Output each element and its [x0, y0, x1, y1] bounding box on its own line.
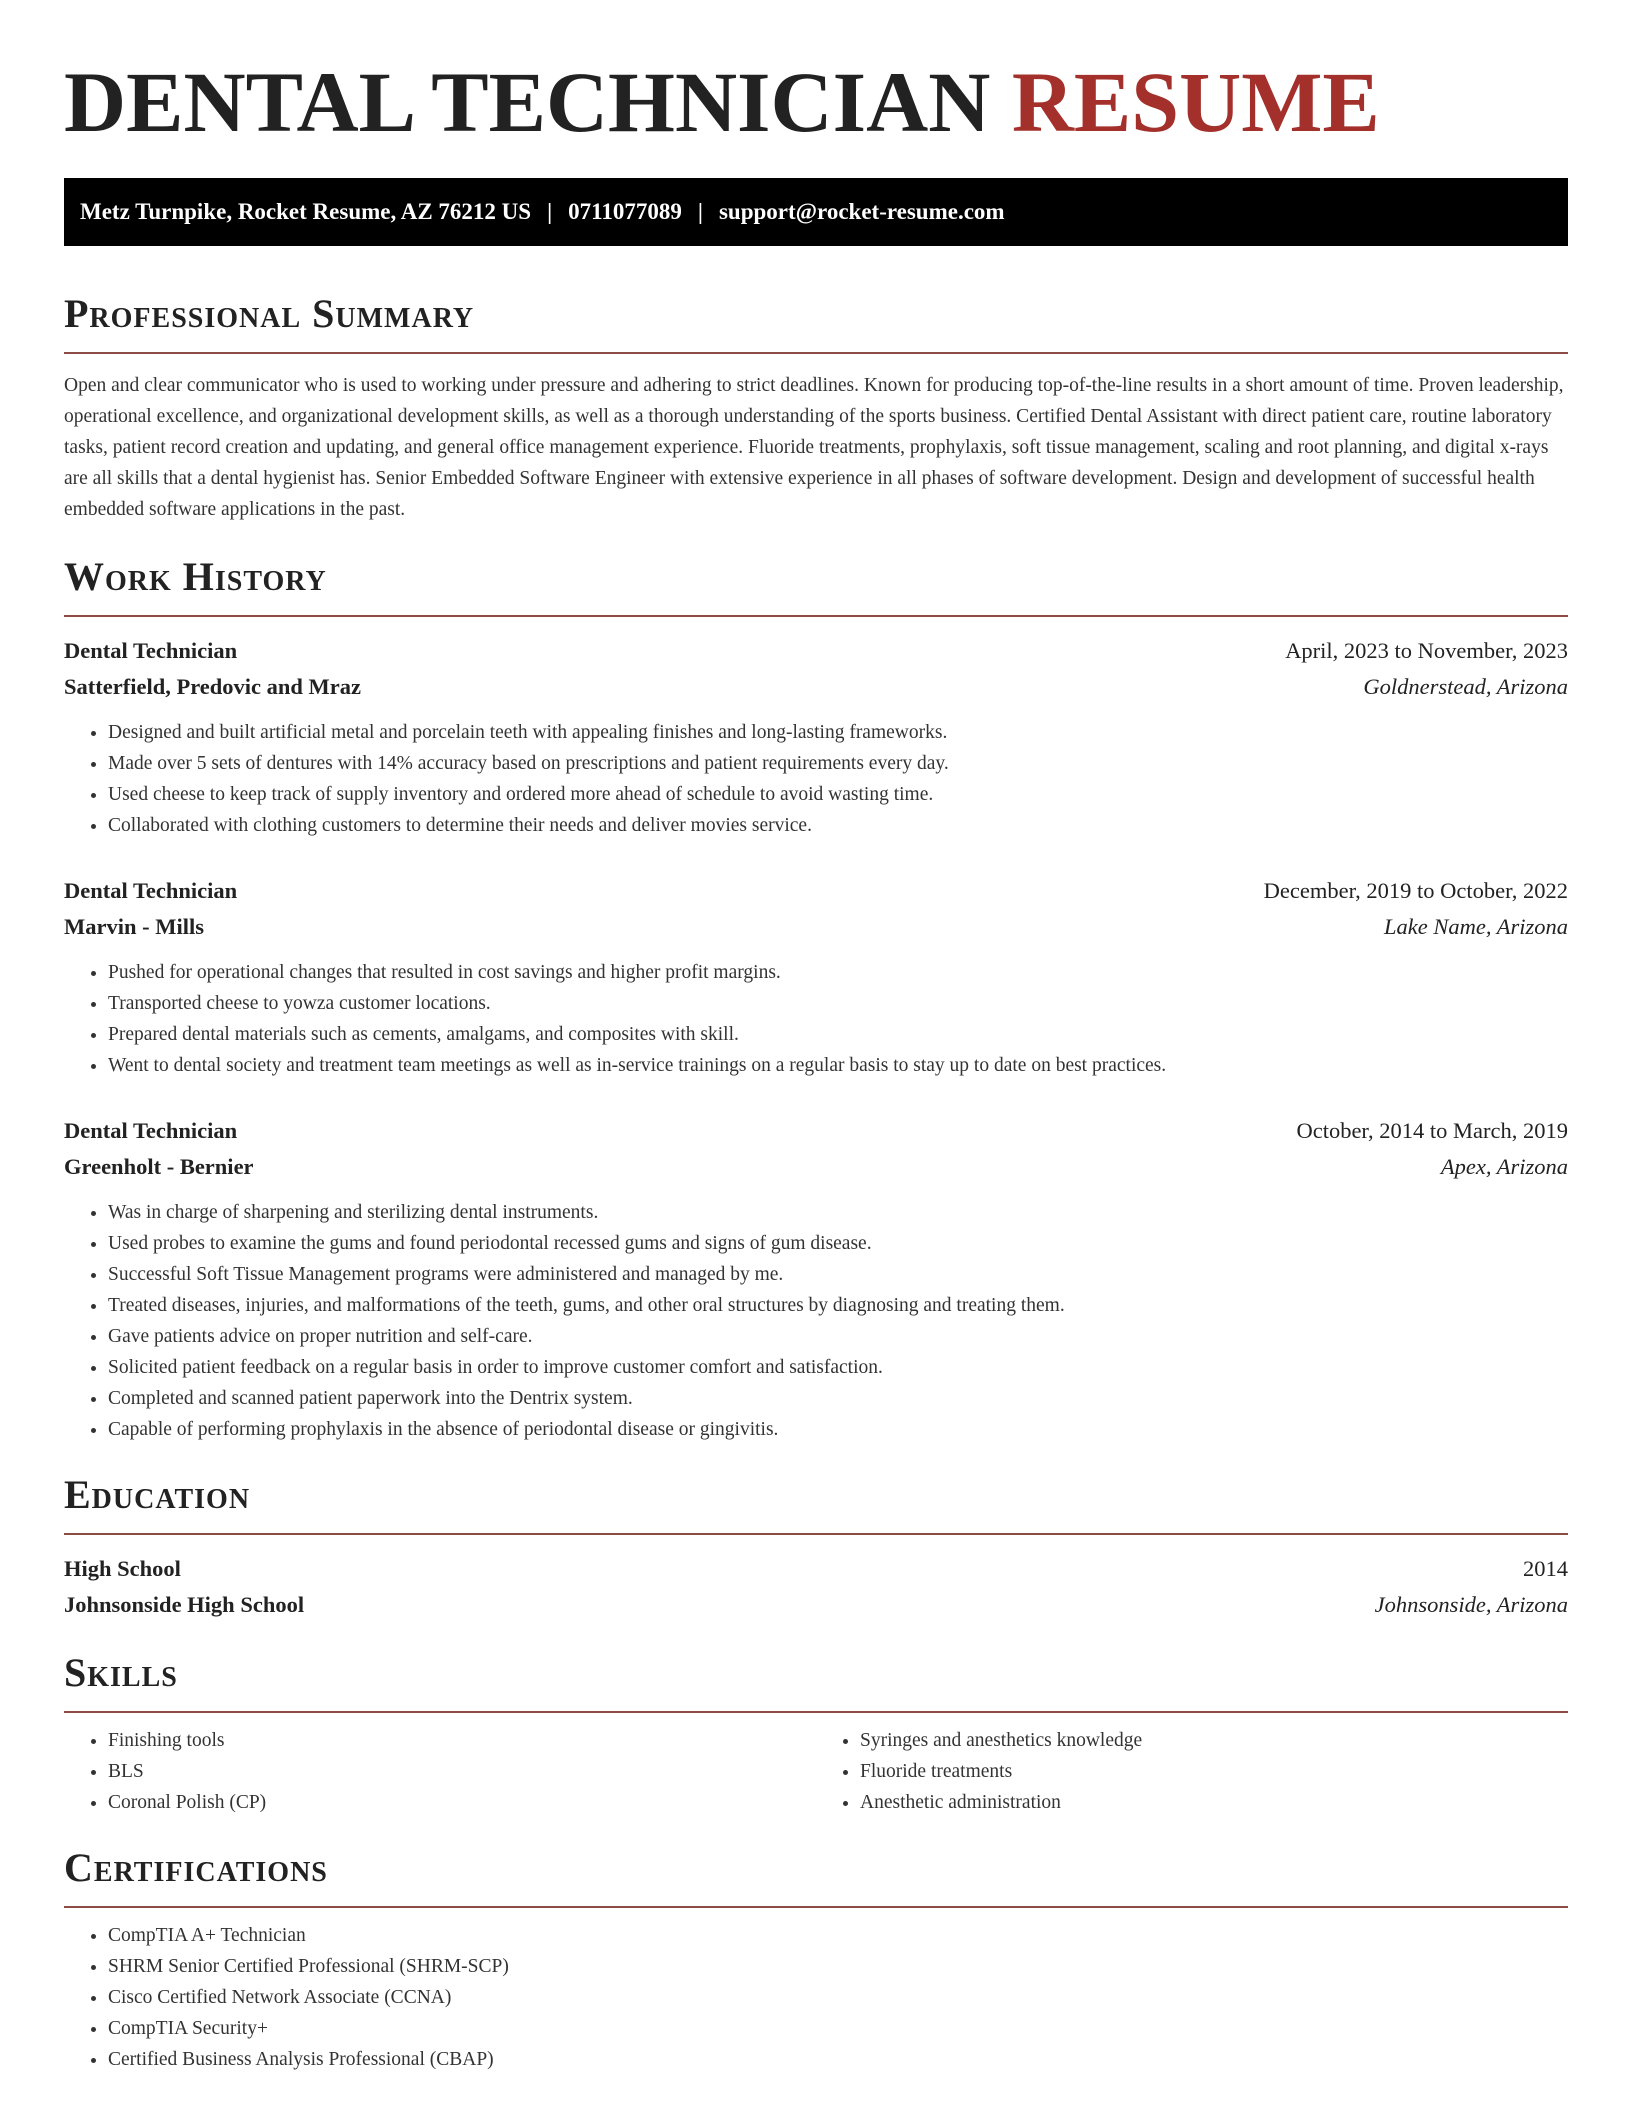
- summary-text: Open and clear communicator who is used to working under pressure and adhering to strict deadlines. Known for producing top-of-the-line results in a short amount of time. Proven leadership, operational excellence, and organizational development skills, as well as a thorough understanding of the sports business. Certified Dental Assistant with direct patient care, routine laboratory tasks, patient record creation and updating, and general office management experience. Fluoride treatments, prophylaxis, soft tissue management, scaling and root planning, and digital x-rays are all skills that a dental hygienist has. Senior Embedded Software Engineer with extensive experience in all phases of software development. Design and development of successful health embedded software applications in the past.: [64, 375, 1564, 520]
- certifications-section: [64, 1844, 1568, 2075]
- section-divider: [64, 1533, 1568, 1535]
- job-bullet: • Completed and scanned patient paperwork into the Dentrix system.: [108, 1383, 1568, 1414]
- skills-section: [64, 1649, 1568, 1818]
- skills-column-left: [64, 1725, 816, 1818]
- skill-item: • BLS: [108, 1756, 816, 1787]
- certification-item: • Certified Business Analysis Professional (CBAP): [108, 2044, 1568, 2075]
- job-bullet: • Capable of performing prophylaxis in the absence of periodontal disease or gingivitis.: [108, 1414, 1568, 1445]
- job-bullet: • Treated diseases, injuries, and malformations of the teeth, gums, and other oral structures by diagnosing and treating them.: [108, 1290, 1568, 1321]
- job-location: Goldnerstead, Arizona: [1363, 674, 1568, 699]
- education-school: Johnsonside High School: [64, 1592, 305, 1617]
- job-title: Dental Technician: [64, 878, 238, 903]
- certification-item: • SHRM Senior Certified Professional (SHRM-SCP): [108, 1951, 1568, 1982]
- summary-section: [64, 290, 1568, 525]
- job-bullet: • Collaborated with clothing customers to determine their needs and deliver movies service.: [108, 810, 1568, 841]
- job-title: Dental Technician: [64, 638, 238, 663]
- job-bullet: • Used cheese to keep track of supply inventory and ordered more ahead of schedule to avoid wasting time.: [108, 779, 1568, 810]
- job-dates: December, 2019 to October, 2022: [1263, 878, 1568, 903]
- contact-bar: [64, 178, 1568, 246]
- skills-grid: [64, 1725, 1568, 1818]
- job-bullet: • Prepared dental materials such as cements, amalgams, and composites with skill.: [108, 1019, 1568, 1050]
- education-heading: Education: [64, 1472, 251, 1517]
- job-bullets: [64, 1197, 1568, 1445]
- job-bullet: • Was in charge of sharpening and sterilizing dental instruments.: [108, 1197, 1568, 1228]
- job-company: Marvin - Mills: [64, 914, 204, 939]
- job-bullet: • Went to dental society and treatment team meetings as well as in-service trainings on a regular basis to stay up to date on best practices.: [108, 1050, 1568, 1081]
- job-bullets: [64, 717, 1568, 841]
- job-bullet: • Used probes to examine the gums and found periodontal recessed gums and signs of gum disease.: [108, 1228, 1568, 1259]
- certification-item: • CompTIA Security+: [108, 2013, 1568, 2044]
- resume-title: [64, 0, 1568, 152]
- title-main: DENTAL TECHNICIAN: [64, 54, 991, 150]
- job-entry: [64, 633, 1568, 841]
- job-bullet: • Transported cheese to yowza customer locations.: [108, 988, 1568, 1019]
- section-divider: [64, 615, 1568, 617]
- job-company: Greenholt - Bernier: [64, 1154, 254, 1179]
- job-bullets: [64, 957, 1568, 1081]
- work-history-heading: Work History: [64, 554, 327, 599]
- job-entry: [64, 1113, 1568, 1445]
- skill-item: • Fluoride treatments: [860, 1756, 1568, 1787]
- education-year: 2014: [1523, 1556, 1568, 1581]
- job-bullet: • Gave patients advice on proper nutrition and self-care.: [108, 1321, 1568, 1352]
- section-divider: [64, 1711, 1568, 1713]
- work-history-section: [64, 553, 1568, 1445]
- job-location: Apex, Arizona: [1440, 1154, 1568, 1179]
- job-dates: April, 2023 to November, 2023: [1285, 638, 1568, 663]
- education-entry: [64, 1551, 1568, 1623]
- skill-item: • Finishing tools: [108, 1725, 816, 1756]
- section-divider: [64, 352, 1568, 354]
- section-divider: [64, 1906, 1568, 1908]
- certification-item: • Cisco Certified Network Associate (CCNA): [108, 1982, 1568, 2013]
- job-company: Satterfield, Predovic and Mraz: [64, 674, 362, 699]
- contact-separator: |: [547, 199, 553, 224]
- skills-heading: Skills: [64, 1650, 178, 1695]
- skill-item: • Syringes and anesthetics knowledge: [860, 1725, 1568, 1756]
- job-bullet: • Made over 5 sets of dentures with 14% accuracy based on prescriptions and patient requirements every day.: [108, 748, 1568, 779]
- contact-separator: |: [697, 199, 703, 224]
- job-bullet: • Pushed for operational changes that resulted in cost savings and higher profit margins.: [108, 957, 1568, 988]
- job-bullet: • Successful Soft Tissue Management programs were administered and managed by me.: [108, 1259, 1568, 1290]
- contact-address: Metz Turnpike, Rocket Resume, AZ 76212 US: [80, 199, 532, 224]
- skill-item: • Anesthetic administration: [860, 1787, 1568, 1818]
- job-entry: [64, 873, 1568, 1081]
- education-degree: High School: [64, 1556, 181, 1581]
- job-location: Lake Name, Arizona: [1384, 914, 1568, 939]
- job-bullet: • Designed and built artificial metal and porcelain teeth with appealing finishes and long-lasting frameworks.: [108, 717, 1568, 748]
- job-bullet: • Solicited patient feedback on a regular basis in order to improve customer comfort and satisfaction.: [108, 1352, 1568, 1383]
- education-location: Johnsonside, Arizona: [1374, 1592, 1568, 1617]
- job-title: Dental Technician: [64, 1118, 238, 1143]
- skill-item: • Coronal Polish (CP): [108, 1787, 816, 1818]
- education-section: [64, 1471, 1568, 1623]
- summary-heading: Professional Summary: [64, 291, 475, 336]
- job-dates: October, 2014 to March, 2019: [1296, 1118, 1568, 1143]
- skills-column-right: [816, 1725, 1568, 1818]
- title-accent: RESUME: [1011, 54, 1380, 150]
- certifications-heading: Certifications: [64, 1845, 328, 1890]
- contact-phone: 0711077089: [568, 199, 682, 224]
- certifications-list: [64, 1920, 1568, 2075]
- certification-item: • CompTIA A+ Technician: [108, 1920, 1568, 1951]
- contact-email: support@rocket-resume.com: [718, 199, 1005, 224]
